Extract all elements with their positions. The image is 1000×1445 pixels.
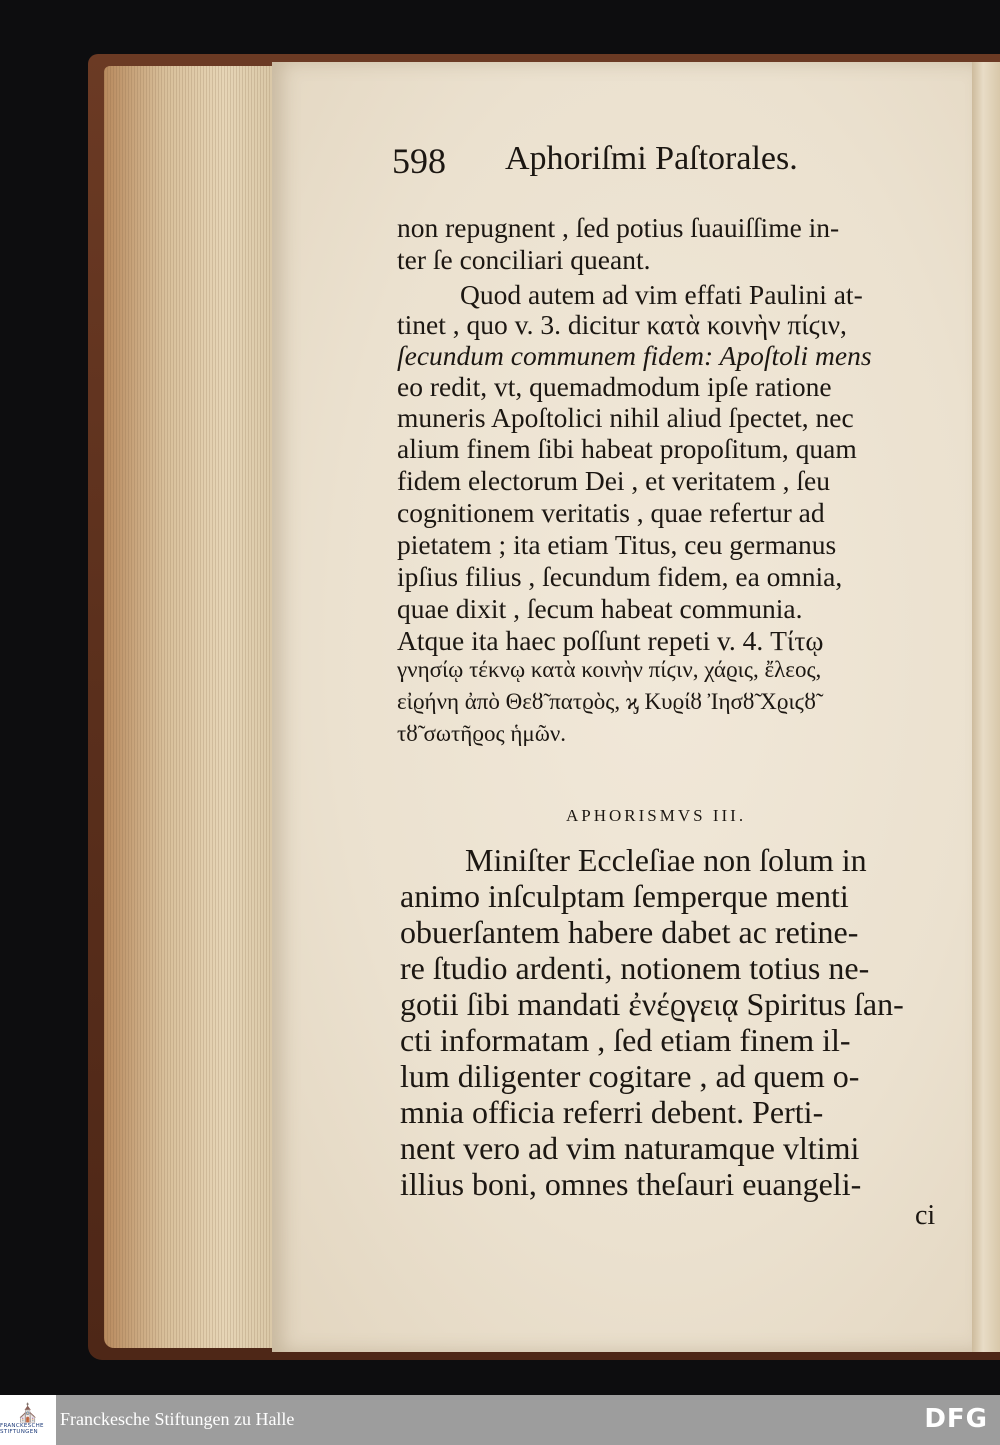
greek-line: εἰϱήνη ἀπὸ Θεȣ̃ πατϱὸς, ϗ Κυϱίȣ Ἰησȣ̃ Χϱιϛȣ̃ [397,689,816,714]
orphanage-icon: ⛪ [16,1403,40,1424]
text-line: lum diligenter cogitare , ad quem o- [400,1058,860,1094]
greek-line: τȣ̃ σωτῆϱος ἡμῶν. [397,721,567,746]
text-line: ipſius filius , ſecundum fidem, ea omnia, [397,561,843,592]
text-line: alium finem ſibi habeat propoſitum, quam [397,433,857,464]
text-line: Atque ita haec poſſunt repeti v. 4. Τίτῳ [397,625,824,656]
section-heading: APHORISMVS III. [566,806,747,825]
institution-name[interactable]: Franckesche Stiftungen zu Halle [60,1409,295,1429]
text-line: cognitionem veritatis , quae refertur ad [397,497,825,528]
institution-logo[interactable] [0,1395,56,1445]
text-line: quae dixit , ſecum habeat communia. [397,593,803,624]
text-line: fidem electorum Dei , et veritatem , ſeu [397,465,830,496]
viewer-footer [0,1395,1000,1445]
dfg-logo[interactable]: DFG [924,1404,988,1434]
text-line: ſecundum communem fidem: Apoſtoli mens [397,340,872,371]
text-line: re ſtudio ardenti, notionem totius ne- [400,950,870,986]
text-line: Miniſter Eccleſiae non ſolum in [465,842,867,878]
text-line: non repugnent , ſed potius ſuauiſſime in- [397,212,840,243]
greek-line: γνησίῳ τέκνῳ κατὰ κοινὴν πίϛιν, χάϱις, ἔλεος, [397,657,822,682]
text-line: Quod autem ad vim effati Paulini at- [460,279,863,310]
page-number: 598 [392,141,446,181]
text-line: pietatem ; ita etiam Titus, ceu germanus [397,529,837,560]
text-line: illius boni, omnes theſauri euangeli- [400,1166,862,1202]
text-line: tinet , quo v. 3. dicitur κατὰ κοινὴν πίϛιν, [397,309,847,340]
text-line: mnia officia referri debent. Perti- [400,1094,824,1130]
text-line: muneris Apoſtolici nihil aliud ſpectet, nec [397,402,854,433]
book-gutter [972,62,1000,1352]
text-line: ter ſe conciliari queant. [397,244,651,275]
logo-text: FRANCKESCHE STIFTUNGEN [0,1423,44,1435]
text-line: obuerſantem habere dabet ac retine- [400,914,859,950]
catchword: ci [915,1200,936,1231]
text-line: cti informatam , ſed etiam finem il- [400,1022,851,1058]
text-line: nent vero ad vim naturamque vltimi [400,1130,860,1166]
text-line: animo inſculptam ſemperque menti [400,878,849,914]
page-edges [104,66,276,1348]
running-title: Aphoriſmi Paſtorales. [505,140,798,177]
text-line: gotii ſibi mandati ἐνέϱγειᾳ Spiritus ſan- [400,986,904,1022]
text-line: eo redit, vt, quemadmodum ipſe ratione [397,371,832,402]
